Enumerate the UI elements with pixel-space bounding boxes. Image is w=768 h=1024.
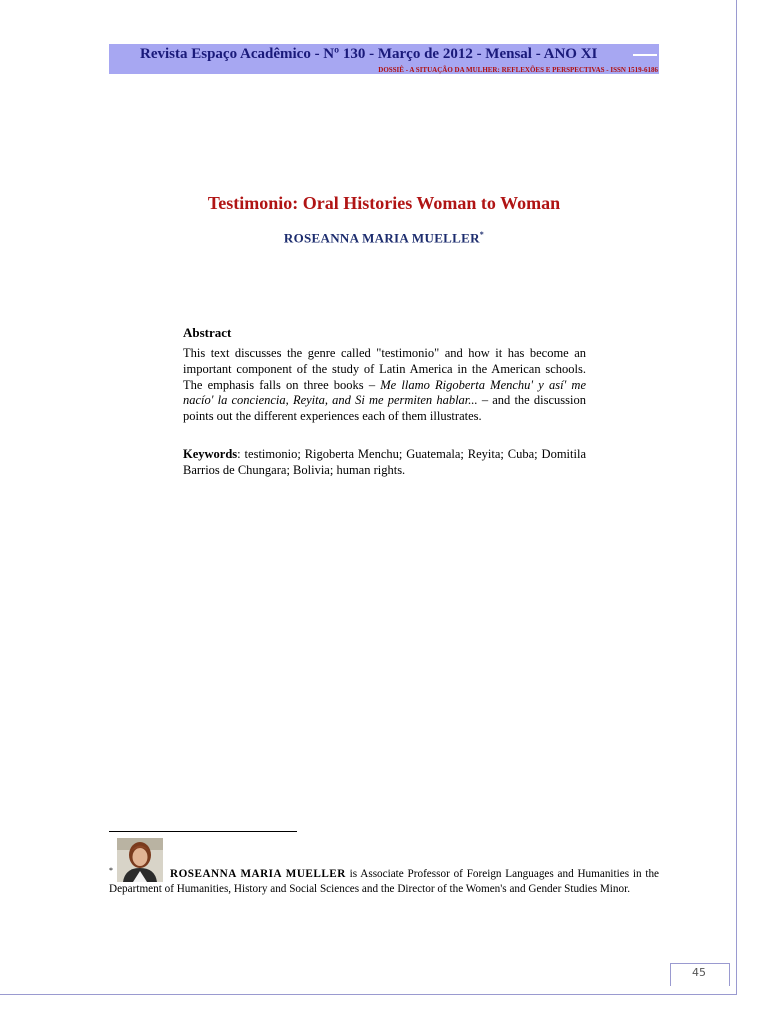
keywords xyxy=(183,447,586,479)
article-title: Testimonio: Oral Histories Woman to Woman xyxy=(207,193,561,213)
article-author xyxy=(0,230,768,246)
footnote-author-name: ROSEANNA MARIA MUELLER xyxy=(170,868,346,880)
abstract-body xyxy=(183,346,586,425)
abstract-text-end: – and the discussion points out the different experiences each of them illustrates. xyxy=(183,393,586,424)
footnote-mark: * xyxy=(109,866,113,875)
page-border-right xyxy=(736,0,737,995)
keywords-label: Keywords xyxy=(183,447,238,461)
author-footnote xyxy=(109,838,659,896)
footnote-separator xyxy=(109,831,297,832)
header-rule xyxy=(633,54,657,56)
journal-header-subtitle: DOSSIÊ - A SITUAÇÃO DA MULHER: REFLEXÕES E PERSPECTIVAS - ISSN 1519-6186 xyxy=(378,66,658,74)
abstract-text-start: This text discusses the genre called "testimonio" and how it has become an important component of the study of Latin America in the American schools. The emphasis falls on three books – xyxy=(183,346,586,392)
page-border-bottom xyxy=(0,994,737,995)
footnote-text: is Associate Professor of Foreign Languages and Humanities in the Department of Humanities, History and Social Sciences and the Director of the Women's and Gender Studies Minor. xyxy=(109,868,659,895)
author-footnote-mark: * xyxy=(479,230,485,239)
abstract-book-titles: Me llamo Rigoberta Menchu' y así' me nacío' la conciencia, Reyita, and Si me permiten hablar... xyxy=(183,377,586,408)
page-number: 45 xyxy=(692,966,706,979)
abstract-heading: Abstract xyxy=(183,325,232,340)
author-photo xyxy=(117,838,163,882)
keywords-text: : testimonio; Rigoberta Menchu; Guatemala; Reyita; Cuba; Domitila Barrios de Chungara; Bolivia; human rights. xyxy=(183,447,586,477)
journal-header-title: Revista Espaço Acadêmico - Nº 130 - Março de 2012 - Mensal - ANO XI xyxy=(140,46,598,62)
author-name: ROSEANNA MARIA MUELLER xyxy=(283,230,480,246)
